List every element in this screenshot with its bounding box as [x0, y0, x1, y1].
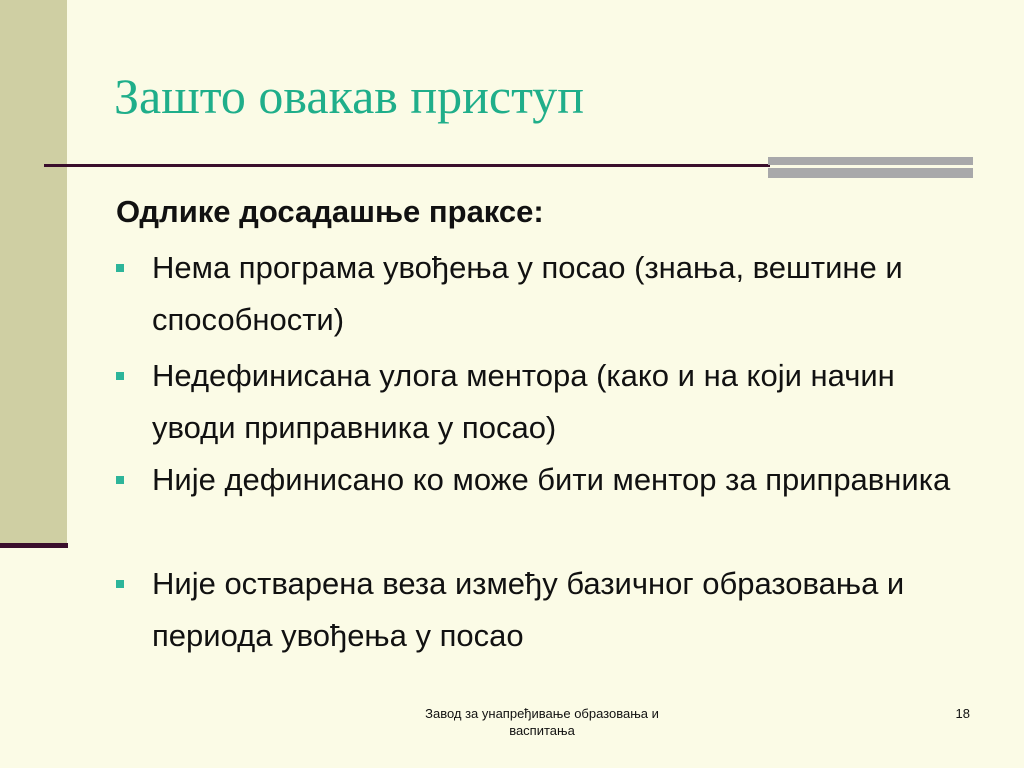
bullet-text: Није остварена веза између базичног образовања и периода увођења у посао — [152, 566, 905, 653]
square-bullet-icon — [116, 476, 124, 484]
bullet-text: Недефинисана улога ментора (како и на који начин уводи приправника у посао) — [152, 358, 895, 445]
content-heading: Одлике досадашње праксе: — [116, 194, 544, 229]
square-bullet-icon — [116, 264, 124, 272]
slide-title: Зашто овакав приступ — [114, 68, 585, 124]
footer-organization: Завод за унапређивање образовања и васпитања — [425, 706, 659, 738]
page-number: 18 — [955, 706, 970, 721]
bullet-text: Није дефинисано ко може бити ментор за приправника — [152, 462, 951, 497]
square-bullet-icon — [116, 372, 124, 380]
bullet-text: Нема програма увођења у посао (знања, вештине и способности) — [152, 250, 903, 337]
square-bullet-icon — [116, 580, 124, 588]
